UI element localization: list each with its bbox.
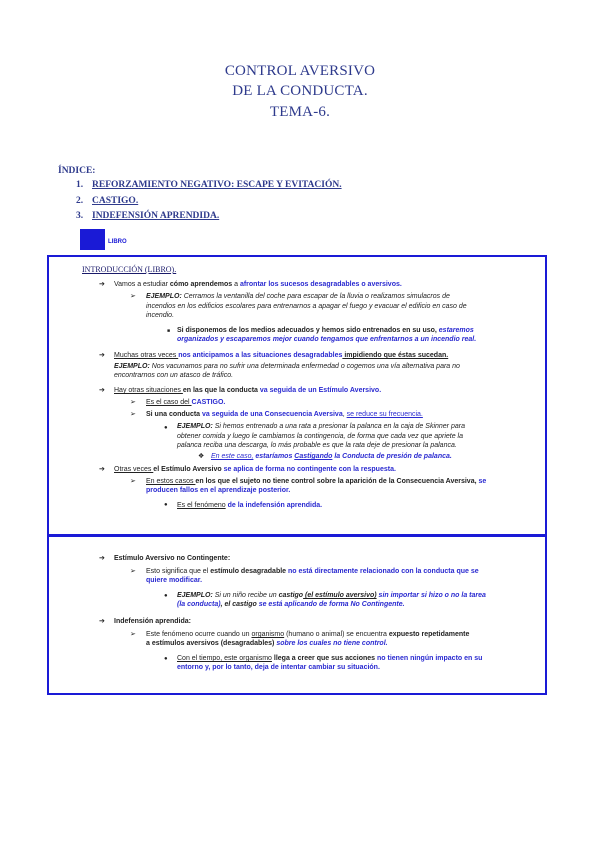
page-title-line-1: CONTROL AVERSIVO xyxy=(224,63,376,79)
intro-heading: INTRODUCCIÓN (LIBRO). xyxy=(82,265,177,274)
intro-fenomeno-point: Es el fenómeno de la indefensión aprendida. xyxy=(177,502,323,509)
chevron-bullet-icon: ➢ xyxy=(130,478,136,485)
intro-paragraph-4: Otras veces el Estímulo Aversivo se aplica de forma no contingente con la respuesta. xyxy=(114,466,396,473)
chevron-bullet-icon: ➢ xyxy=(130,399,136,406)
arrow-bullet-icon: ➔ xyxy=(99,352,105,359)
index-item-number: 2. xyxy=(76,196,84,206)
index-item-label: INDEFENSIÓN APRENDIDA. xyxy=(92,211,220,221)
dot-bullet-icon: ● xyxy=(164,425,168,431)
index-item-number: 3. xyxy=(76,211,84,221)
page-title-line-2: DE LA CONDUCTA. xyxy=(232,83,368,99)
chevron-bullet-icon: ➢ xyxy=(130,411,136,418)
arrow-bullet-icon: ➔ xyxy=(99,555,105,562)
index-item-label: CASTIGO. xyxy=(92,196,139,206)
index-item-label: REFORZAMIENTO NEGATIVO: ESCAPE Y EVITACIÓN. xyxy=(92,180,342,190)
second-point-1: Esto significa que el estímulo desagradable no está directamente relacionado con la conducta que se quiere modificar. xyxy=(146,568,479,584)
dot-bullet-icon: ● xyxy=(164,593,168,599)
diamond-bullet-icon: ❖ xyxy=(198,453,205,460)
intro-example-2: EJEMPLO: Nos vacunamos para no sufrir una determinada enfermedad o cogemos una vía alternativa para no encontrarnos con un atasco de tráfico. xyxy=(114,363,460,379)
intro-fallos-point: En estos casos en los que el sujeto no tiene control sobre la aparición de la Consecuencia Aversiva, se producen fallos en el aprendizaje posterior. xyxy=(146,478,487,494)
intro-diamond-point: En este caso, estaríamos Castigando la Conducta de presión de palanca. xyxy=(211,453,452,460)
second-example: EJEMPLO: Si un niño recibe un castigo (el estímulo aversivo) sin importar si hizo o no la tarea (la conducta), el castigo se está aplicando de forma No Contingente. xyxy=(177,592,486,608)
index-heading: ÍNDICE: xyxy=(58,166,96,176)
second-point-3: Con el tiempo, este organismo llega a creer que sus acciones no tienen ningún impacto en su entorno y, por lo tanto, deja de intentar cambiar su situación. xyxy=(177,655,483,671)
second-point-2: Este fenómeno ocurre cuando un organismo (humano o animal) se encuentra expuesto repetidamente a estímulos aversivos (desagradables) sobre los cuales no tiene control. xyxy=(146,631,470,647)
index-item-number: 1. xyxy=(76,180,84,190)
dot-bullet-icon: ● xyxy=(164,656,168,662)
intro-castigo-point: Es el caso del CASTIGO. xyxy=(146,399,226,406)
arrow-bullet-icon: ➔ xyxy=(99,618,105,625)
intro-subpoint-1: Si disponemos de los medios adecuados y hemos sido entrenados en su uso, estaremos organizados y escaparemos mejor cuando tengamos que enfrentarnos a un incendio real. xyxy=(177,327,477,343)
second-heading-2: Indefensión aprendida: xyxy=(114,618,192,625)
page-title-line-3: TEMA-6. xyxy=(269,104,331,120)
intro-example-3: EJEMPLO: Si hemos entrenado a una rata a presionar la palanca en la caja de Skinner para obtener comida y luego le cambiamos la contingencia, de forma que cada vez que apriete la palanca reciba una descarga, lo más probable es que la rata deje de presionar la palanca. xyxy=(177,423,465,450)
libro-legend-label: LIBRO xyxy=(108,239,127,245)
intro-paragraph-3: Hay otras situaciones en las que la conducta va seguida de un Estímulo Aversivo. xyxy=(114,387,382,394)
square-bullet-icon: ■ xyxy=(167,328,171,334)
second-heading-1: Estímulo Aversivo no Contingente: xyxy=(114,555,231,562)
intro-example-1: EJEMPLO: Cerramos la ventanilla del coche para escapar de la lluvia o realizamos simulacros de incendios en los edificios escolares para entrenarnos a apagar el fuego y evacuar el edificio en caso de incendio. xyxy=(146,293,467,320)
intro-paragraph-2: Muchas otras veces nos anticipamos a las situaciones desagradables impidiendo que éstas sucedan. xyxy=(114,352,449,359)
index-item-3[interactable] xyxy=(76,211,219,221)
index-item-2[interactable] xyxy=(76,196,138,206)
arrow-bullet-icon: ➔ xyxy=(99,466,105,473)
chevron-bullet-icon: ➢ xyxy=(130,568,136,575)
arrow-bullet-icon: ➔ xyxy=(99,281,105,288)
libro-color-swatch xyxy=(80,229,105,250)
arrow-bullet-icon: ➔ xyxy=(99,387,105,394)
chevron-bullet-icon: ➢ xyxy=(130,631,136,638)
index-item-1[interactable] xyxy=(76,180,342,190)
chevron-bullet-icon: ➢ xyxy=(130,293,136,300)
intro-paragraph-1: Vamos a estudiar cómo aprendemos a afrontar los sucesos desagradables o aversivos. xyxy=(114,281,402,288)
intro-consecuencia-point: Si una conducta va seguida de una Consecuencia Aversiva, se reduce su frecuencia. xyxy=(146,411,423,418)
dot-bullet-icon: ● xyxy=(164,502,168,508)
